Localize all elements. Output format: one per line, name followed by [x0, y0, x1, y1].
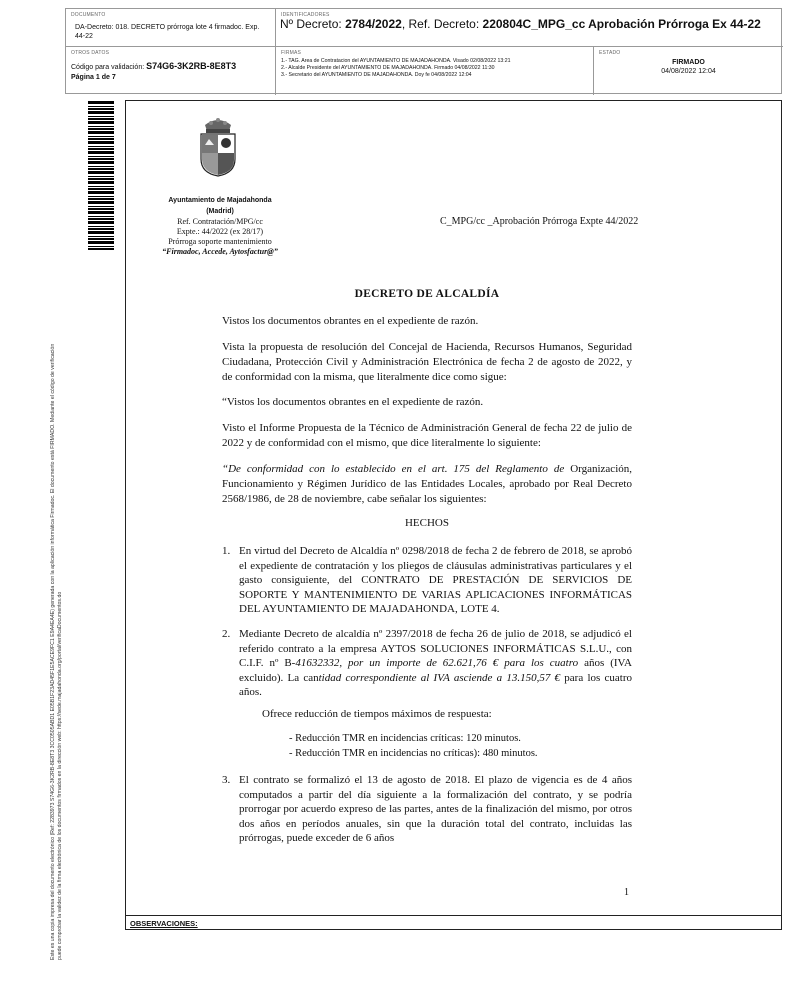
paragraph-5 [222, 462, 632, 507]
right-reference: C_MPG/cc _Aprobación Prórroga Expte 44/2022 [440, 216, 639, 227]
i2-b: 41632332, por un importe de 62.621,76 € para los cuatro [295, 657, 579, 670]
barcode [88, 100, 114, 250]
item-3-number: 3. [222, 774, 231, 786]
p5-rest: Organización, Funcionamiento y Régimen Jurídico de las Entidades Locales, aprobado por Real Decreto 2568/1986, de 28 de noviembre, cabe señalar los siguientes: [222, 463, 632, 505]
item-1-text: En virtud del Decreto de Alcaldía nº 0298/2018 de fecha 2 de febrero de 2018, se aprobó el expediente de contratación y los pliegos de cláusulas administrativas particulares y el gasto consiguiente, del CONTRATO DE PRESTACIÓN DE SERVICIOS DE SOPORTE Y MANTENIMIENTO DE VARIAS APLICACIONES INFORMÁTICAS DEL AYUNTAMIENTO DE MAJADAHONDA, LOTE 4. [239, 545, 632, 616]
documento-cell [66, 9, 276, 47]
p5-italic: “De conformidad con lo establecido en el art. 175 del Reglamento de [222, 463, 565, 475]
identificadores-cell [276, 9, 783, 47]
decreto-identifier [280, 17, 775, 31]
ident-prefix: Nº Decreto: [280, 17, 346, 31]
firmas-cell [276, 47, 594, 95]
side-text-1: Este es una copia impresa del documento electrónico (Ref: 2283973 S74G6-3K2RB-8E8T3 3CC0505ABD1 E05B1F23AD45F1E5ACE9FC1 E9A4EA4E) generada con la aplicación informática Firmadoc. El documento está FIRMADO. Mediante el código de verificación [50, 343, 56, 960]
vertical-verification-text [50, 260, 64, 960]
decree-title: DECRETO DE ALCALDÍA [354, 288, 500, 300]
dash-item-2: - Reducción TMR en incidencias no críticas): 480 minutos. [289, 748, 538, 759]
ident-num: 2784/2022 [345, 17, 402, 31]
firmas-list [281, 58, 511, 79]
item-2-number: 2. [222, 628, 231, 640]
paragraph-2: Vista la propuesta de resolución del Concejal de Hacienda, Recursos Humanos, Seguridad Ciudadana, Protección Civil y Administración Electrónica de fecha 2 de agosto de 2022, y de conformidad con la misma, que literalmente dice como sigue: [222, 341, 632, 383]
expte-line: Expte.: 44/2022 (ex 28/17) [176, 227, 264, 236]
pagina-info: Página 1 de 7 [71, 74, 116, 81]
list-item [222, 773, 632, 846]
firmas-label: FIRMAS [281, 50, 302, 56]
page-number: 1 [624, 887, 629, 898]
paragraph-3: “Vistos los documentos obrantes en el expediente de razón. [222, 396, 484, 408]
item-2-text [239, 627, 632, 700]
codigo-validacion [71, 61, 236, 71]
estado-cell [594, 47, 783, 95]
documento-label: DOCUMENTO [71, 12, 106, 18]
org-region: (Madrid) [206, 208, 234, 215]
codigo-label: Código para validación: [71, 64, 147, 71]
dash-item-1: - Reducción TMR en incidencias críticas: 120 minutos. [289, 733, 521, 744]
estado-value: FIRMADO [672, 59, 705, 66]
i2-c: años (IVA excluido). La can [239, 657, 633, 684]
observaciones-label: OBSERVACIONES: [125, 915, 782, 930]
ident-label: IDENTIFICADORES [281, 12, 330, 18]
firma-2: 2.- Alcalde Presidente del AYUNTAMIENTO DE MAJADAHONDA. Firmado 04/08/2022 11:30 [281, 65, 495, 71]
ofrece-line: Ofrece reducción de tiempos máximos de respuesta: [262, 708, 492, 720]
system-line: “Firmadoc, Accede, Aytosfactur@” [162, 247, 278, 256]
i2-e: para los cuatro años. [239, 671, 633, 699]
list-item [222, 544, 632, 617]
firma-1: 1.- TAG. Area de Contratacion del AYUNTAMIENTO DE MAJADAHONDA. Visado 02/08/2022 13:21 [281, 58, 511, 64]
ref-line: Ref. Contratación/MPG/cc [177, 217, 263, 226]
ident-ref: 220804C_MPG_cc Aprobación Prórroga Ex 44-22 [482, 17, 761, 31]
org-name: Ayuntamiento de Majadahonda [168, 197, 272, 204]
ident-mid: , Ref. Decreto: [401, 17, 483, 31]
estado-date: 04/08/2022 12:04 [661, 68, 716, 75]
codigo-value: S74G6-3K2RB-8E8T3 [146, 61, 237, 71]
documento-value: DA-Decreto: 018. DECRETO prórroga lote 4 firmadoc. Exp. 44-22 [75, 24, 260, 40]
paragraph-4: Visto el Informe Propuesta de la Técnico de Administración General de fecha 22 de julio de 2022 y de conformidad con el mismo, que dice literalmente lo siguiente: [222, 422, 632, 449]
item-3-text: El contrato se formalizó el 13 de agosto de 2018. El plazo de vigencia es de 4 años computados a partir del día siguiente a la formalización del contrato, y se podría prorrogar por acuerdo expreso de las partes, antes de la finalización del mismo, por otros dos años en períodos anuales, sin que la duración total del contrato, incluidas las prórrogas, puede exceder de 6 años [239, 774, 632, 845]
side-text-2: puede comprobar la validez de la firma electrónica de los documentos firmados en la dirección web: https://sede.majadahonda.org/portal/verificaDocumentos.do [57, 591, 63, 960]
firma-3: 3.- Secretario del AYUNTAMIENTO DE MAJADAHONDA. Doy fe 04/08/2022 12:04 [281, 72, 472, 78]
subject-line: Prórroga soporte mantenimiento [168, 237, 272, 246]
hechos-heading: HECHOS [404, 517, 449, 529]
estado-label: ESTADO [599, 50, 621, 56]
item-1-number: 1. [222, 545, 231, 557]
i2-d: tidad correspondiente al IVA asciende a 13.150,57 € [318, 671, 561, 684]
list-item [222, 627, 632, 700]
otros-datos-cell [66, 47, 276, 95]
i2-a: Mediante Decreto de alcaldía nº 2397/2018 de fecha 26 de julio de 2018, se adjudicó el referido contrato a la empresa AYTOS SOLUCIONES INFORMÁTICAS S.L.U., con C.I.F. nº B- [239, 628, 632, 670]
coat-of-arms-icon [197, 115, 239, 177]
otros-label: OTROS DATOS [71, 50, 110, 56]
document-header [65, 8, 782, 94]
letterhead [150, 195, 290, 257]
paragraph-1: Vistos los documentos obrantes en el expediente de razón. [222, 315, 479, 327]
